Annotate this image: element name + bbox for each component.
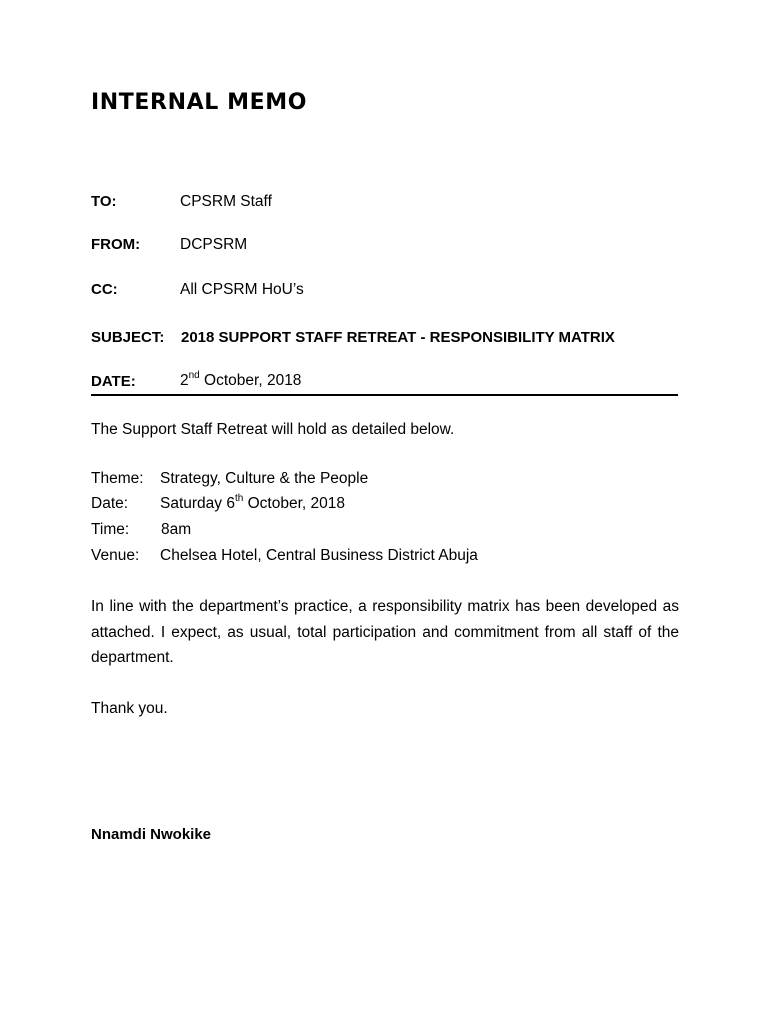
from-value: DCPSRM bbox=[180, 236, 248, 253]
intro-paragraph: The Support Staff Retreat will hold as detailed below. bbox=[91, 421, 455, 438]
cc-value: All CPSRM HoU’s bbox=[180, 281, 304, 298]
date-day: 2 bbox=[180, 372, 189, 389]
body-paragraph: In line with the department’s practice, a responsibility matrix has been developed as attached. I expect, as usual, total participation and commitment from all staff of the department. bbox=[91, 598, 679, 666]
closing-text: Thank you. bbox=[91, 700, 168, 717]
date-rest: October, 2018 bbox=[199, 372, 302, 389]
subject-value: 2018 SUPPORT STAFF RETREAT - RESPONSIBILITY MATRIX bbox=[181, 329, 615, 346]
event-date-label: Date: bbox=[91, 495, 129, 512]
date-day-suffix: nd bbox=[188, 369, 200, 381]
event-date-rest: October, 2018 bbox=[243, 495, 345, 512]
time-label: Time: bbox=[91, 521, 130, 538]
event-date-value bbox=[160, 492, 345, 513]
header-divider bbox=[91, 394, 678, 396]
to-value: CPSRM Staff bbox=[180, 193, 272, 210]
time-value: 8am bbox=[161, 521, 192, 538]
to-label: TO: bbox=[91, 193, 117, 210]
signature-name: Nnamdi Nwokike bbox=[91, 826, 212, 843]
memo-title: INTERNAL MEMO bbox=[91, 90, 308, 115]
theme-value: Strategy, Culture & the People bbox=[160, 470, 369, 487]
cc-label: CC: bbox=[91, 281, 118, 298]
date-value bbox=[180, 369, 302, 390]
subject-label: SUBJECT: bbox=[91, 329, 165, 346]
event-date-suffix: th bbox=[234, 492, 244, 504]
event-date-prefix: Saturday 6 bbox=[160, 495, 235, 512]
from-label: FROM: bbox=[91, 236, 141, 253]
date-label: DATE: bbox=[91, 373, 136, 390]
theme-label: Theme: bbox=[91, 470, 144, 487]
venue-value: Chelsea Hotel, Central Business District Abuja bbox=[160, 547, 478, 564]
venue-label: Venue: bbox=[91, 547, 140, 564]
